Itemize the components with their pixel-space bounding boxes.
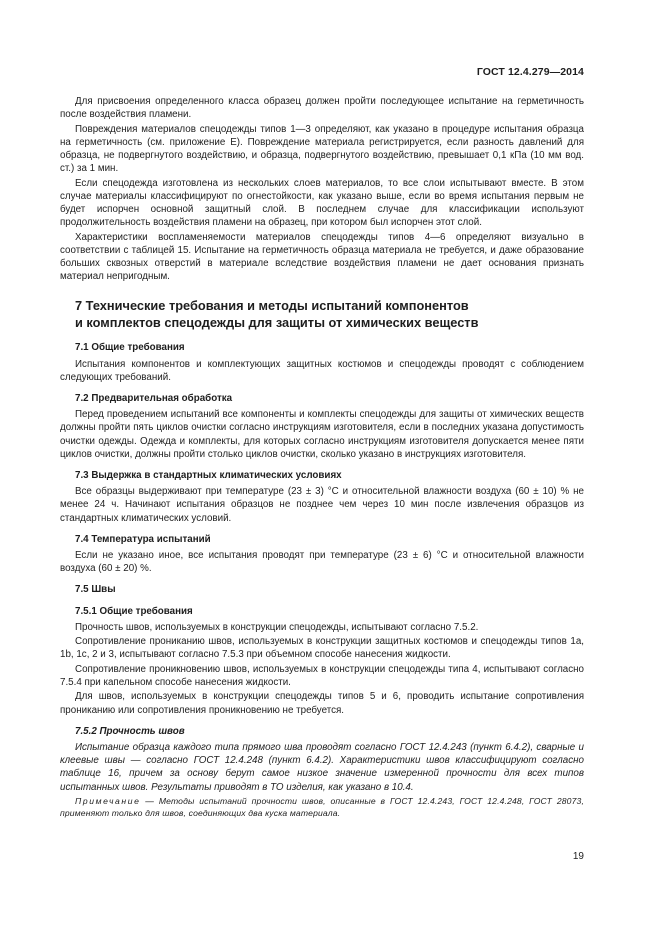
note-text: — Методы испытаний прочности швов, описанные в ГОСТ 12.4.243, ГОСТ 12.4.248, ГОСТ 28073, применяют только для швов, соединяющих два куска материала. (60, 796, 584, 819)
paragraph: Испытание образца каждого типа прямого шва проводят согласно ГОСТ 12.4.243 (пункт 6.4.2), сварные и клеевые швы — согласно ГОСТ 12.4.248 (пункт 6.4.2). Характеристики швов классифицируют согласно таблице 16, причем за основу берут самое низкое значение измеренной прочности для всех типов испытанных швов. Результаты приводят в ТО изделия, как указано в 10.4. (60, 742, 584, 793)
heading-7-2: 7.2 Предварительная обработка (75, 393, 233, 405)
heading-7-5: 7.5 Швы (75, 584, 116, 596)
paragraph: Прочность швов, используемых в конструкции спецодежды, испытывают согласно 7.5.2. (75, 621, 479, 633)
page-number: 19 (572, 851, 584, 862)
paragraph: Сопротивление проникновению швов, используемых в конструкции спецодежды типа 4, испытывают согласно 7.5.4 при капельном способе нанесения жидкости. (60, 663, 584, 689)
heading-7-1: 7.1 Общие требования (75, 342, 185, 354)
section-7-title (60, 298, 584, 331)
paragraph: Характеристики воспламеняемости материалов спецодежды типов 4—6 определяют визуально в соответствии с таблицей 15. Испытание на герметичность образца материала не требуется, и даже образование больших сквозных отверстий в материале вследствие воздействия пламени не дает основания признать материал непригодным. (60, 231, 584, 283)
note-label: Примечание (75, 796, 141, 807)
heading-7-5-1: 7.5.1 Общие требования (75, 605, 193, 617)
heading-7-4: 7.4 Температура испытаний (75, 533, 211, 545)
section-title-line: 7 Технические требования и методы испытаний компонентов (75, 298, 469, 314)
heading-7-3: 7.3 Выдержка в стандартных климатических условиях (75, 470, 342, 482)
paragraph: Все образцы выдерживают при температуре (23 ± 3) °С и относительной влажности воздуха (60 ± 10) % не менее 24 ч. Начинают испытания образцов не позднее чем через 10 мин после извлечения образцов из стандартных климатических условий. (60, 486, 584, 524)
paragraph: Для присвоения определенного класса образец должен пройти последующее испытание на герметичность после воздействия пламени. (60, 96, 584, 121)
section-title-line: и комплектов спецодежды для защиты от химических веществ (75, 314, 479, 330)
paragraph: Для швов, используемых в конструкции спецодежды типов 5 и 6, проводить испытание сопротивления прониканию или сопротивления проникновению не требуется. (60, 691, 584, 716)
page-body (60, 95, 584, 819)
note (60, 795, 584, 819)
paragraph: Перед проведением испытаний все компоненты и комплекты спецодежды для защиты от химических веществ должны пройти пять циклов очистки согласно инструкциям изготовителя, если в последних указана допустимость очистки одежды. Одежда и комплекты, для которых согласно инструкциям изготовителя допускается менее пяти циклов очистки, должны пройти столько циклов очистки, сколько указано в инструкциях изготовителя. (60, 409, 584, 460)
paragraph: Если не указано иное, все испытания проводят при температуре (23 ± 6) °С и относительной влажности воздуха (60 ± 20) %. (60, 550, 584, 575)
paragraph: Если спецодежда изготовлена из нескольких слоев материалов, то все слои испытывают вместе. В этом случае материалы классифицируют по огнестойкости, как указано выше, если во время испытания первым не будет испорчен основной защитный слой. В последнем случае для классификации используют продолжительность воздействия пламени на образец, при котором был испорчен этот слой. (60, 177, 584, 229)
standard-code: ГОСТ 12.4.279—2014 (476, 66, 584, 78)
paragraph: Сопротивление прониканию швов, используемых в конструкции защитных костюмов и спецодежды типов 1a, 1b, 1c, 2 и 3, испытывают согласно 7.5.3 при объемном способе нанесения жидкости. (60, 636, 584, 661)
heading-7-5-2: 7.5.2 Прочность швов (75, 725, 185, 737)
paragraph: Испытания компонентов и комплектующих защитных костюмов и спецодежды проводят с соблюдением следующих требований. (60, 358, 584, 383)
paragraph: Повреждения материалов спецодежды типов 1—3 определяют, как указано в процедуре испытания образца на герметичность (см. приложение Е). Повреждение материала регистрируется, если разность давлений для образца, не подвергнутого воздействию, и образца, подвергнутого воздействию, превышает 0,1 кПа (10 мм вод. ст.) за 1 мин. (60, 123, 584, 175)
